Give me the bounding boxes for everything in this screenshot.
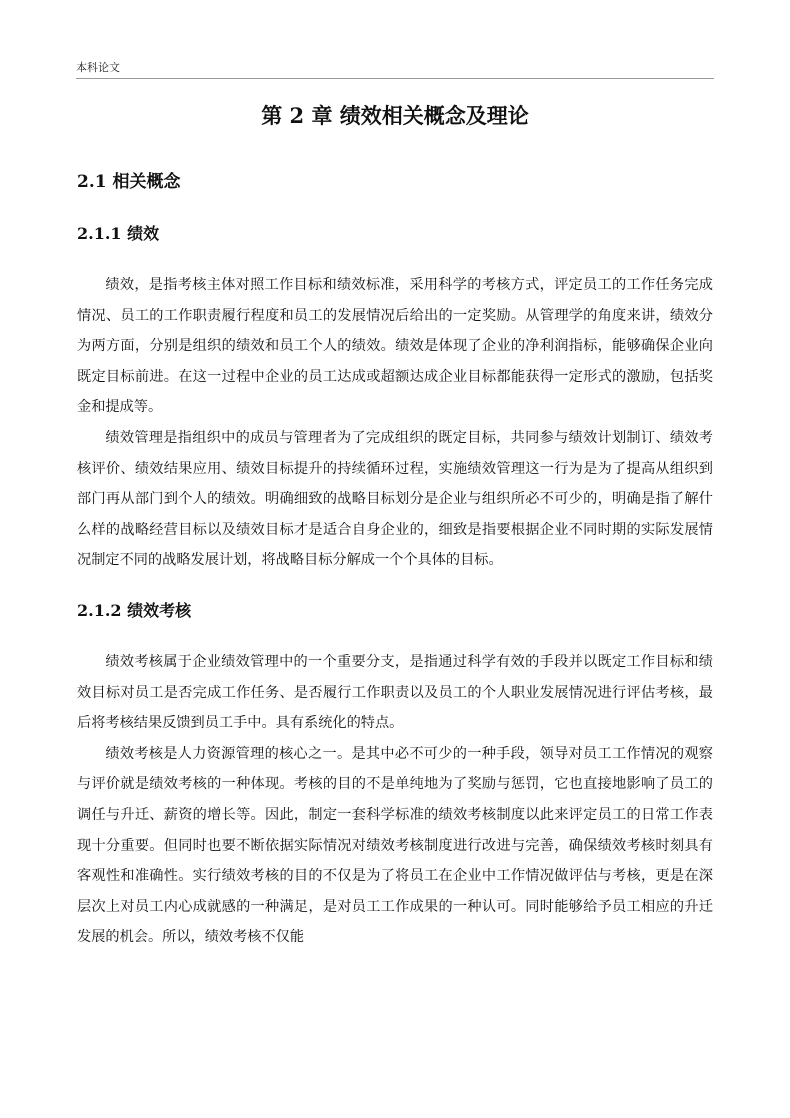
page-body (77, 100, 713, 953)
running-header: 本科论文 (76, 61, 120, 74)
section-heading-2-1-2: 2.1.2 绩效考核 (77, 600, 192, 620)
paragraph-appraisal-importance: 绩效考核是人力资源管理的核心之一。是其中必不可少的一种手段，领导对员工工作情况的观察与评价就是绩效考核的一种体现。考核的目的不是单纯地为了奖励与惩罚，它也直接地影响了员工的调任与升迁、薪资的增长等。因此，制定一套科学标准的绩效考核制度以此来评定员工的日常工作表现十分重要。但同时也要不断依据实际情况对绩效考核制度进行改进与完善，确保绩效考核时刻具有客观性和准确性。实行绩效考核的目的不仅是为了将员工在企业中工作情况做评估与考核，更是在深层次上对员工内心成就感的一种满足，是对员工工作成果的一种认可。同时能够给予员工相应的升迁发展的机会。所以，绩效考核不仅能 (77, 745, 713, 946)
section-heading-2-1-1: 2.1.1 绩效 (77, 224, 160, 243)
header-rule (76, 78, 714, 79)
paragraph-performance-definition: 绩效，是指考核主体对照工作目标和绩效标准，采用科学的考核方式，评定员工的工作任务完成情况、员工的工作职责履行程度和员工的发展情况后给出的一定奖励。从管理学的角度来讲，绩效分为两方面，分别是组织的绩效和员工个人的绩效。绩效是体现了企业的净利润指标，能够确保企业向既定目标前进。在这一过程中企业的员工达成或超额达成企业目标都能获得一定形式的激励，包括奖金和提成等。 (77, 277, 713, 416)
section-heading-2-1: 2.1 相关概念 (77, 172, 181, 192)
paragraph-appraisal-definition: 绩效考核属于企业绩效管理中的一个重要分支，是指通过科学有效的手段并以既定工作目标和绩效目标对员工是否完成工作任务、是否履行工作职责以及员工的个人职业发展情况进行评估考核，最后将考核结果反馈到员工手中。具有系统化的特点。 (77, 653, 713, 732)
chapter-title: 第 2 章 绩效相关概念及理论 (261, 103, 529, 128)
paragraph-performance-management: 绩效管理是指组织中的成员与管理者为了完成组织的既定目标，共同参与绩效计划制订、绩效考核评价、绩效结果应用、绩效目标提升的持续循环过程，实施绩效管理这一行为是为了提高从组织到部门再从部门到个人的绩效。明确细致的战略目标划分是企业与组织所必不可少的，明确是指了解什么样的战略经营目标以及绩效目标才是适合自身企业的，细致是指要根据企业不同时期的实际发展情况制定不同的战略发展计划，将战略目标分解成一个个具体的目标。 (77, 429, 713, 569)
